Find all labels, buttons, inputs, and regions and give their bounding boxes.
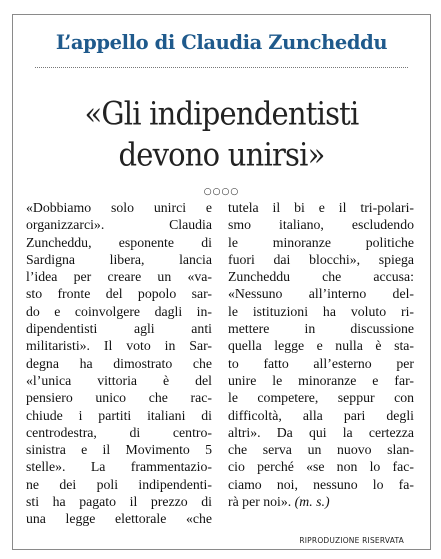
body-line: ne dei poli indipendenti- [26,476,212,492]
article-headline [13,93,430,175]
dotted-divider [35,67,408,68]
body-line: to fatto all’esterno per [228,355,414,371]
body-line: le minoranze politiche [228,234,414,250]
body-line: Zuncheddu che accusa: [228,269,414,285]
body-line: pensiero unico che rac- [26,390,212,406]
body-line: rà per noi». (m. s.) [228,494,330,510]
body-line: do e coinvolgere dagli in- [26,303,212,319]
body-line: stelle». La frammentazio- [26,459,212,475]
body-line: militaristi». Il voto in Sar- [26,338,212,354]
body-line: «Dobbiamo solo unirci e [26,200,212,215]
body-line: tutela il bi e il tri-polari- [228,200,414,215]
body-line: smo italiano, escludendo [228,217,414,233]
body-line: cio perché «se non lo fac- [228,459,414,475]
body-line: l’idea per creare un «va- [26,269,212,285]
body-line: mettere in discussione [228,321,414,337]
body-line: sinistra e il Movimento 5 [26,442,212,458]
body-line: che serva un nuovo slan- [228,442,414,458]
body-line: organizzarci». Claudia [26,217,212,233]
body-line: centrodestra, di centro- [26,424,212,440]
body-line: Zuncheddu, esponente di [26,234,212,250]
body-line: dipendentisti agli anti [26,321,212,337]
body-line: fuori dai blocchi», spiega [228,251,414,267]
body-line: Sardigna libera, lancia [26,251,212,267]
article-kicker: L’appello di Claudia Zuncheddu [55,31,388,54]
body-line: unire le minoranze e far- [228,372,414,388]
author-signature: (m. s.) [294,494,330,510]
body-line: altri». Da qui la certezza [228,424,414,440]
body-line: le competere, seppur con [228,390,414,406]
section-separator: ○○○○ [203,187,240,197]
body-line: ciamo noi, nessuno lo fa- [228,476,414,492]
body-line: «l’unica vittoria è del [26,372,212,388]
headline-line-1: «Gli indipendentisti [84,95,359,132]
body-line: sto fronte del popolo sar- [26,286,212,302]
body-line: «Nessuno all’interno del- [228,286,414,302]
body-column-1 [26,199,212,528]
body-line: le istituzioni ha voluto ri- [228,303,414,319]
headline-line-2: devono unirsi» [118,136,325,173]
body-line: chiude i partiti italiani di [26,407,212,423]
body-column-2 [228,199,414,510]
body-line: quella legge e nulla è sta- [228,338,414,354]
body-line: sti ha pagato il prezzo di [26,494,212,510]
body-line: degna ha dimostrato che [26,355,212,371]
body-line: difficoltà, alla pari degli [228,407,414,423]
body-line: una legge elettorale «che [26,511,212,527]
copyright-notice: RIPRODUZIONE RISERVATA [299,536,404,545]
